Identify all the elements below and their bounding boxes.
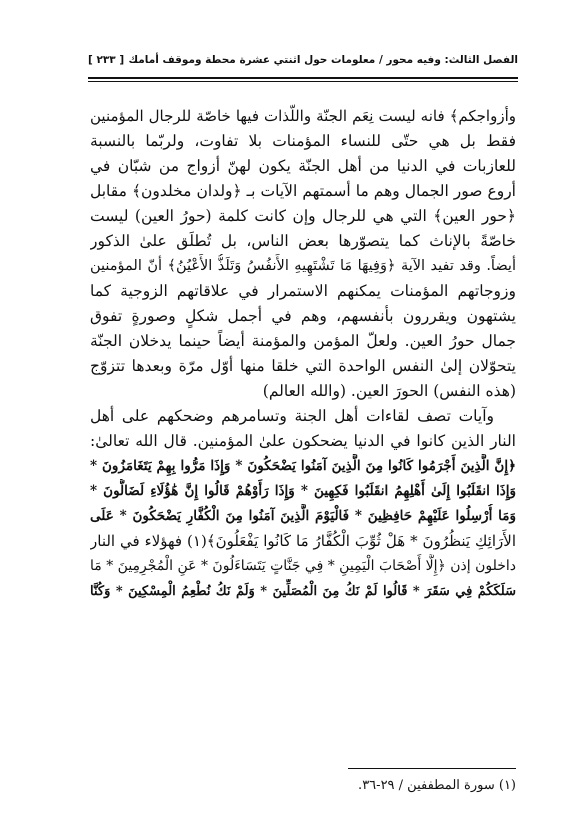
header-rule	[88, 77, 518, 82]
footnote-rule	[348, 768, 516, 769]
footnote: (١) سورة المطففين / ٢٩-٣٦.	[358, 778, 516, 793]
main-text	[90, 104, 516, 604]
text-line: وأزواجكم﴾ فانه ليست نِعَم الجنّة واللّذات فيها خاصّة للرجال المؤمنين	[90, 107, 516, 125]
text-line: أروع صور الجمال وهم ما أسمتهم الآيات بـ ﴿ولدان مخلدون﴾ مقابل	[90, 182, 516, 200]
text-line: فقط بل هي حتّى للنساء المؤمنات بلا تفاوت، ولربّما بالنسبة	[90, 132, 516, 150]
text-line: يشتهون ويقررون بأنفسهم، وهم في أجمل شكلٍ وصورةٍ تفوق	[90, 307, 516, 325]
text-line: داخلون إذن ﴿إِلَّا أَصْحَابَ الْيَمِينِ * فِي جَنَّاتٍ يَتَسَاءَلُونَ * عَنِ الْمُجْرِمِينَ * مَا	[90, 558, 516, 574]
quran-verse-line: ﴿إِنَّ الَّذِينَ أَجْرَمُوا كَانُوا مِنَ الَّذِينَ آمَنُوا يَضْحَكُونَ * وَإِذَا مَرُّوا بِهِمْ يَتَغَامَزُونَ *	[90, 458, 516, 474]
chapter-title: الفصل الثالث: وفيه محور / معلومات حول اثنتي عشرة محطة وموقف أمامك	[128, 54, 518, 66]
text-line: يتحوّلان إلىٰ النفس الواحدة التي خلقا منها أوّل مرّة وبعدها تتزوّج	[90, 357, 516, 375]
text-line: النار الذين كانوا في الدنيا يضحكون علىٰ المؤمنين. قال الله تعالىٰ:	[90, 432, 516, 450]
running-header	[88, 54, 518, 66]
text-line: ﴿حور العين﴾ التي هي للرجال وإن كانت كلمة (حورُ العين) ليست	[90, 207, 516, 225]
text-line: (هذه النفس) الحورَ العين. (والله العالم)	[262, 382, 516, 400]
text-line: الأَرَائِكِ يَنظُرُونَ * هَلْ ثُوِّبَ الْكُفَّارُ مَا كَانُوا يَفْعَلُونَ﴾(١) فهؤلاء في النار	[90, 532, 516, 550]
text-line: وزوجاتهم المؤمنات يمكنهم الاستمرار في علاقاتهم الزوجية كما	[90, 282, 516, 300]
quran-verse-line: سَلَكَكُمْ فِي سَقَرَ * قَالُوا لَمْ نَكُ مِنَ الْمُصَلِّينَ * وَلَمْ نَكُ نُطْعِمُ الْمِسْكِينَ * وَكُنَّا	[90, 584, 516, 599]
quran-verse-line: وَمَا أُرْسِلُوا عَلَيْهِمْ حَافِظِينَ * فَالْيَوْمَ الَّذِينَ آمَنُوا مِنَ الْكُفَّارِ يَضْحَكُونَ * عَلَى	[90, 508, 516, 524]
text-line: أيضاً. وقد تفيد الآية ﴿وَفِيهَا مَا تَشْتَهِيهِ الأَنفُسُ وَتَلَذُّ الأَعْيُنُ﴾ أنّ المؤمنين	[90, 258, 516, 274]
text-line: للعازبات في الدنيا من أهل الجنّة يكون لهنّ أزواج من شبّان في	[90, 157, 516, 175]
page-number: [ ٢٣٣ ]	[88, 54, 125, 66]
quran-verse-line: وَإِذَا انقَلَبُوا إِلَىٰ أَهْلِهِمُ انقَلَبُوا فَكِهِينَ * وَإِذَا رَأَوْهُمْ قَالُوا إِنَّ هَٰؤُلَاءِ لَضَالُّونَ *	[90, 483, 516, 499]
text-line: خاصّةً بالإناث كما يتصوّرها بعض الناس، بل تُطلَق علىٰ الذكور	[90, 232, 516, 250]
text-line: وآيات تصف لقاءات أهل الجنة وتسامرهم وضحكهم على أهل	[90, 407, 494, 425]
text-line: جمال حورُ العين. ولعلّ المؤمن والمؤمنة أيضاً حينما يدخلان الجنّة	[90, 332, 516, 350]
